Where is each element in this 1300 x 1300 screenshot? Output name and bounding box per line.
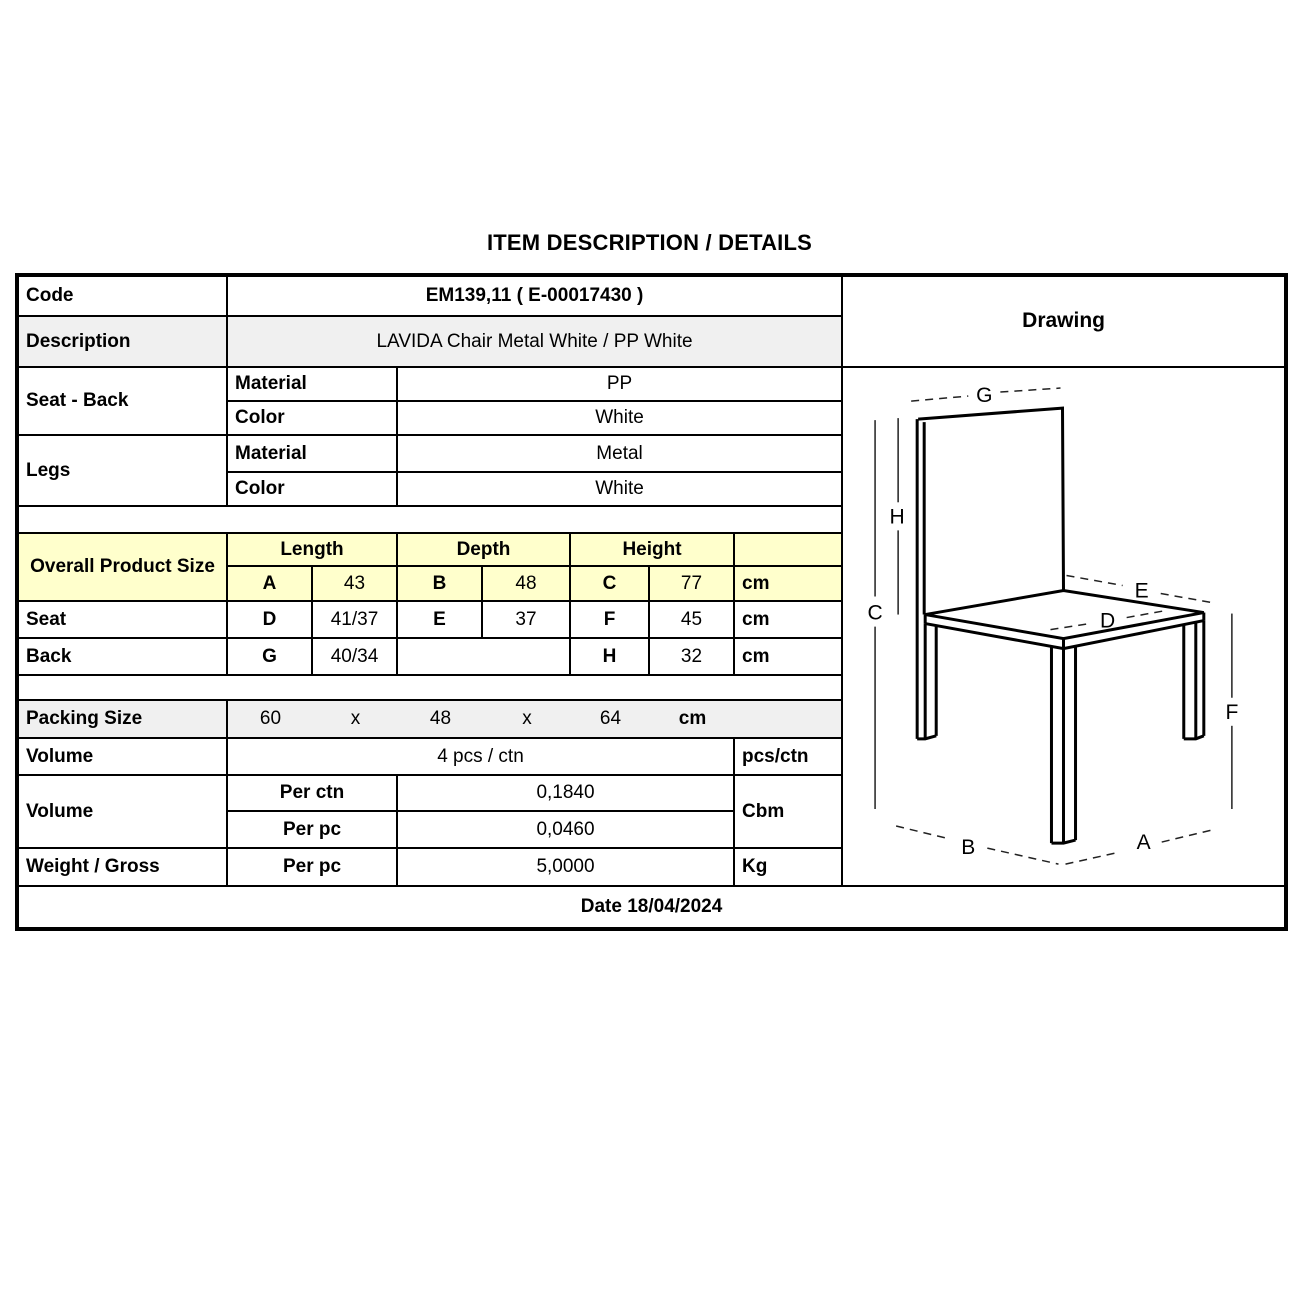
legs-color-value: White	[397, 472, 842, 506]
dim-label-b: B	[961, 836, 976, 860]
overall-depth-key: B	[397, 566, 482, 601]
seat-back-label: Seat - Back	[17, 367, 227, 435]
dim-label-g: G	[976, 384, 993, 408]
per-pc-label: Per pc	[227, 811, 397, 848]
overall-size-label: Overall Product Size	[17, 533, 227, 601]
legs-color-label: Color	[227, 472, 397, 506]
seat-back-material-value: PP	[397, 367, 842, 401]
weight-label: Weight / Gross	[17, 848, 227, 886]
size-header-depth: Depth	[397, 533, 570, 566]
packing-x-separator: x	[522, 708, 532, 730]
spacer-row	[17, 675, 842, 700]
legs-material-value: Metal	[397, 435, 842, 472]
dim-label-a: A	[1136, 831, 1151, 855]
seat-back-color-value: White	[397, 401, 842, 435]
per-ctn-value: 0,1840	[397, 775, 734, 811]
size-header-height: Height	[570, 533, 734, 566]
back-length-value: 40/34	[312, 638, 397, 675]
weight-unit: Kg	[734, 848, 842, 886]
seat-height-value: 45	[649, 601, 734, 638]
per-ctn-label: Per ctn	[227, 775, 397, 811]
chair-drawing	[843, 368, 1284, 885]
spec-table	[15, 273, 1288, 931]
volume-cbm-label: Volume	[17, 775, 227, 848]
seat-depth-key: E	[397, 601, 482, 638]
seat-back-material-label: Material	[227, 367, 397, 401]
seat-length-value: 41/37	[312, 601, 397, 638]
dim-label-c: C	[867, 601, 883, 625]
overall-length-key: A	[227, 566, 312, 601]
seat-row-label: Seat	[17, 601, 227, 638]
overall-height-value: 77	[649, 566, 734, 601]
volume-pcs-value: 4 pcs / ctn	[227, 738, 734, 775]
back-length-key: G	[227, 638, 312, 675]
overall-length-value: 43	[312, 566, 397, 601]
seat-back-color-label: Color	[227, 401, 397, 435]
weight-value: 5,0000	[397, 848, 734, 886]
dim-label-h: H	[889, 505, 905, 529]
packing-value	[227, 700, 842, 738]
back-height-value: 32	[649, 638, 734, 675]
spacer-row	[17, 506, 842, 533]
seat-unit: cm	[734, 601, 842, 638]
dim-label-f: F	[1225, 700, 1239, 724]
packing-dimensions	[228, 708, 841, 730]
size-header-length: Length	[227, 533, 397, 566]
volume-pcs-label: Volume	[17, 738, 227, 775]
size-header-unit-empty	[734, 533, 842, 566]
date-row: Date 18/04/2024	[17, 886, 1286, 929]
back-depth-empty	[397, 638, 570, 675]
volume-cbm-unit: Cbm	[734, 775, 842, 848]
seat-depth-value: 37	[482, 601, 570, 638]
packing-label: Packing Size	[17, 700, 227, 738]
per-pc-value: 0,0460	[397, 811, 734, 848]
page-title: ITEM DESCRIPTION / DETAILS	[486, 230, 813, 255]
overall-unit: cm	[734, 566, 842, 601]
dim-label-d: D	[1100, 609, 1116, 633]
code-value: EM139,11 ( E-00017430 )	[227, 275, 842, 316]
packing-depth: 48	[429, 708, 452, 730]
description-value: LAVIDA Chair Metal White / PP White	[227, 316, 842, 367]
spec-sheet	[15, 230, 1284, 931]
overall-height-key: C	[570, 566, 649, 601]
dim-label-e: E	[1134, 579, 1149, 603]
chair-drawing-cell	[842, 367, 1286, 886]
chair-outline	[917, 408, 1204, 843]
overall-depth-value: 48	[482, 566, 570, 601]
volume-pcs-unit: pcs/ctn	[734, 738, 842, 775]
seat-length-key: D	[227, 601, 312, 638]
back-row-label: Back	[17, 638, 227, 675]
legs-label: Legs	[17, 435, 227, 506]
back-height-key: H	[570, 638, 649, 675]
packing-unit: cm	[678, 708, 707, 730]
legs-material-label: Material	[227, 435, 397, 472]
code-label: Code	[17, 275, 227, 316]
packing-length: 60	[259, 708, 282, 730]
seat-height-key: F	[570, 601, 649, 638]
packing-height: 64	[599, 708, 622, 730]
packing-x-separator: x	[350, 708, 361, 730]
weight-per-label: Per pc	[227, 848, 397, 886]
description-label: Description	[17, 316, 227, 367]
back-unit: cm	[734, 638, 842, 675]
drawing-header: Drawing	[842, 275, 1286, 367]
